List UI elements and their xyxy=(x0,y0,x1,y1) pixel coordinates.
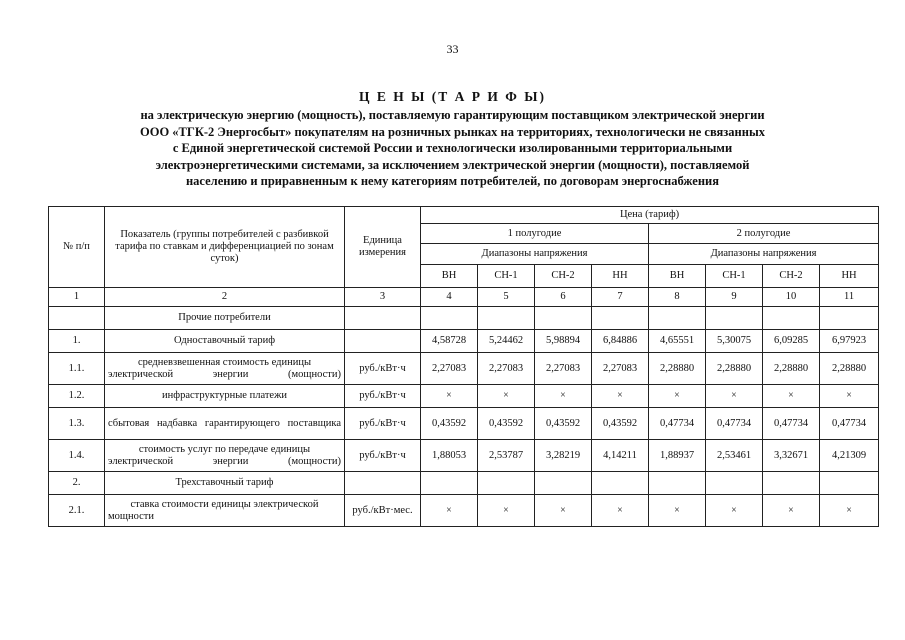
row-value xyxy=(535,472,592,495)
row-value: × xyxy=(535,495,592,527)
column-number: 3 xyxy=(345,288,421,307)
row-value: 2,53787 xyxy=(478,440,535,472)
row-value: 4,14211 xyxy=(592,440,649,472)
column-number: 1 xyxy=(49,288,105,307)
table-row xyxy=(49,307,879,330)
row-value: 0,43592 xyxy=(421,408,478,440)
column-number: 4 xyxy=(421,288,478,307)
subtitle-line: на электрическую энергию (мощность), поставляемую гарантирующим поставщиком электрической энергии xyxy=(140,108,765,122)
header-voltage: СН-1 xyxy=(706,265,763,288)
row-value xyxy=(421,472,478,495)
row-indicator: Одноставочный тариф xyxy=(105,330,345,353)
row-value: 1,88937 xyxy=(649,440,706,472)
document-title: Ц Е Н Ы (Т А Р И Ф Ы) xyxy=(359,89,546,104)
tariff-table xyxy=(48,206,879,527)
row-value: × xyxy=(592,495,649,527)
row-value: 2,28880 xyxy=(649,353,706,385)
row-value: 2,27083 xyxy=(592,353,649,385)
row-value: 2,53461 xyxy=(706,440,763,472)
row-value: × xyxy=(763,495,820,527)
row-value xyxy=(763,307,820,330)
row-num: 2. xyxy=(49,472,105,495)
row-value xyxy=(763,472,820,495)
row-value: 0,47734 xyxy=(820,408,879,440)
row-indicator: средневзвешенная стоимость единицы электрической энергии (мощности) xyxy=(105,353,345,385)
row-unit xyxy=(345,330,421,353)
header-voltage: ВН xyxy=(649,265,706,288)
row-value xyxy=(592,472,649,495)
header-range-2: Диапазоны напряжения xyxy=(649,244,879,265)
row-value xyxy=(649,307,706,330)
row-value: 0,47734 xyxy=(763,408,820,440)
row-unit: руб./кВт·ч xyxy=(345,353,421,385)
row-value xyxy=(478,307,535,330)
row-num: 1.2. xyxy=(49,385,105,408)
row-value xyxy=(706,307,763,330)
column-number: 5 xyxy=(478,288,535,307)
table-row xyxy=(49,353,879,385)
row-unit: руб./кВт·ч xyxy=(345,385,421,408)
row-unit xyxy=(345,307,421,330)
header-voltage: НН xyxy=(592,265,649,288)
row-value: 3,32671 xyxy=(763,440,820,472)
row-value xyxy=(820,307,879,330)
row-indicator: Трехставочный тариф xyxy=(105,472,345,495)
row-value: 2,28880 xyxy=(763,353,820,385)
row-num: 1.4. xyxy=(49,440,105,472)
row-indicator: ставка стоимости единицы электрической мощности xyxy=(105,495,345,527)
row-value: 6,84886 xyxy=(592,330,649,353)
row-value: × xyxy=(592,385,649,408)
row-value: 0,43592 xyxy=(535,408,592,440)
row-value: 3,28219 xyxy=(535,440,592,472)
row-value xyxy=(706,472,763,495)
row-num xyxy=(49,307,105,330)
row-value: 5,98894 xyxy=(535,330,592,353)
page-number: 33 xyxy=(446,42,459,56)
row-value xyxy=(649,472,706,495)
row-value: 2,28880 xyxy=(706,353,763,385)
table-row xyxy=(49,472,879,495)
row-value: 4,58728 xyxy=(421,330,478,353)
row-value: × xyxy=(535,385,592,408)
header-num: № п/п xyxy=(49,207,105,288)
header-price: Цена (тариф) xyxy=(421,207,879,224)
row-value: 0,47734 xyxy=(649,408,706,440)
row-value: × xyxy=(421,385,478,408)
row-value: × xyxy=(706,495,763,527)
table-row xyxy=(49,330,879,353)
row-unit xyxy=(345,472,421,495)
header-voltage: СН-1 xyxy=(478,265,535,288)
row-indicator: Прочие потребители xyxy=(105,307,345,330)
row-value: 6,09285 xyxy=(763,330,820,353)
column-number: 2 xyxy=(105,288,345,307)
header-range-1: Диапазоны напряжения xyxy=(421,244,649,265)
document-subtitle xyxy=(60,107,845,190)
row-value: 2,27083 xyxy=(421,353,478,385)
table-row xyxy=(49,385,879,408)
row-value xyxy=(820,472,879,495)
subtitle-line: ООО «ТГК-2 Энергосбыт» покупателям на розничных рынках на территориях, технологически не связанных xyxy=(140,124,765,139)
table-row xyxy=(49,495,879,527)
row-value: × xyxy=(421,495,478,527)
header-voltage: СН-2 xyxy=(535,265,592,288)
row-value: 0,47734 xyxy=(706,408,763,440)
row-num: 1.1. xyxy=(49,353,105,385)
column-number: 6 xyxy=(535,288,592,307)
row-value: 2,27083 xyxy=(535,353,592,385)
column-number: 11 xyxy=(820,288,879,307)
row-value: 4,21309 xyxy=(820,440,879,472)
row-unit: руб./кВт·ч xyxy=(345,440,421,472)
row-value: × xyxy=(478,495,535,527)
row-value: × xyxy=(820,385,879,408)
row-value: 2,27083 xyxy=(478,353,535,385)
header-voltage: НН xyxy=(820,265,879,288)
row-value: 5,24462 xyxy=(478,330,535,353)
column-number: 7 xyxy=(592,288,649,307)
row-value: 1,88053 xyxy=(421,440,478,472)
row-unit: руб./кВт·ч xyxy=(345,408,421,440)
subtitle-line: населению и приравненным к нему категориям потребителей, по договорам энергоснабжения xyxy=(185,174,719,188)
row-value: 0,43592 xyxy=(478,408,535,440)
row-value: 4,65551 xyxy=(649,330,706,353)
header-unit: Единица измерения xyxy=(345,207,421,288)
row-value: × xyxy=(478,385,535,408)
header-voltage: ВН xyxy=(421,265,478,288)
column-number: 8 xyxy=(649,288,706,307)
row-indicator: инфраструктурные платежи xyxy=(105,385,345,408)
row-value xyxy=(592,307,649,330)
row-value: × xyxy=(706,385,763,408)
table-row xyxy=(49,440,879,472)
row-value xyxy=(478,472,535,495)
subtitle-line: с Единой энергетической системой России и технологически изолированными территориальными xyxy=(172,141,733,155)
row-value: 0,43592 xyxy=(592,408,649,440)
row-value: × xyxy=(763,385,820,408)
row-value: × xyxy=(649,385,706,408)
header-half-2: 2 полугодие xyxy=(649,224,879,244)
row-value xyxy=(421,307,478,330)
row-value: 2,28880 xyxy=(820,353,879,385)
header-half-1: 1 полугодие xyxy=(421,224,649,244)
row-value: 6,97923 xyxy=(820,330,879,353)
row-unit: руб./кВт·мес. xyxy=(345,495,421,527)
row-num: 1. xyxy=(49,330,105,353)
row-value: × xyxy=(820,495,879,527)
row-num: 1.3. xyxy=(49,408,105,440)
column-number: 10 xyxy=(763,288,820,307)
column-number: 9 xyxy=(706,288,763,307)
subtitle-line: электроэнергетическими системами, за исключением электрической энергии (мощности), поставляемой xyxy=(155,157,750,172)
header-voltage: СН-2 xyxy=(763,265,820,288)
row-value: × xyxy=(649,495,706,527)
row-indicator: сбытовая надбавка гарантирующего поставщика xyxy=(105,408,345,440)
row-value: 5,30075 xyxy=(706,330,763,353)
row-value xyxy=(535,307,592,330)
row-num: 2.1. xyxy=(49,495,105,527)
table-row xyxy=(49,408,879,440)
row-indicator: стоимость услуг по передаче единицы электрической энергии (мощности) xyxy=(105,440,345,472)
header-indicator: Показатель (группы потребителей с разбивкой тарифа по ставкам и дифференциацией по зонам суток) xyxy=(105,207,345,288)
